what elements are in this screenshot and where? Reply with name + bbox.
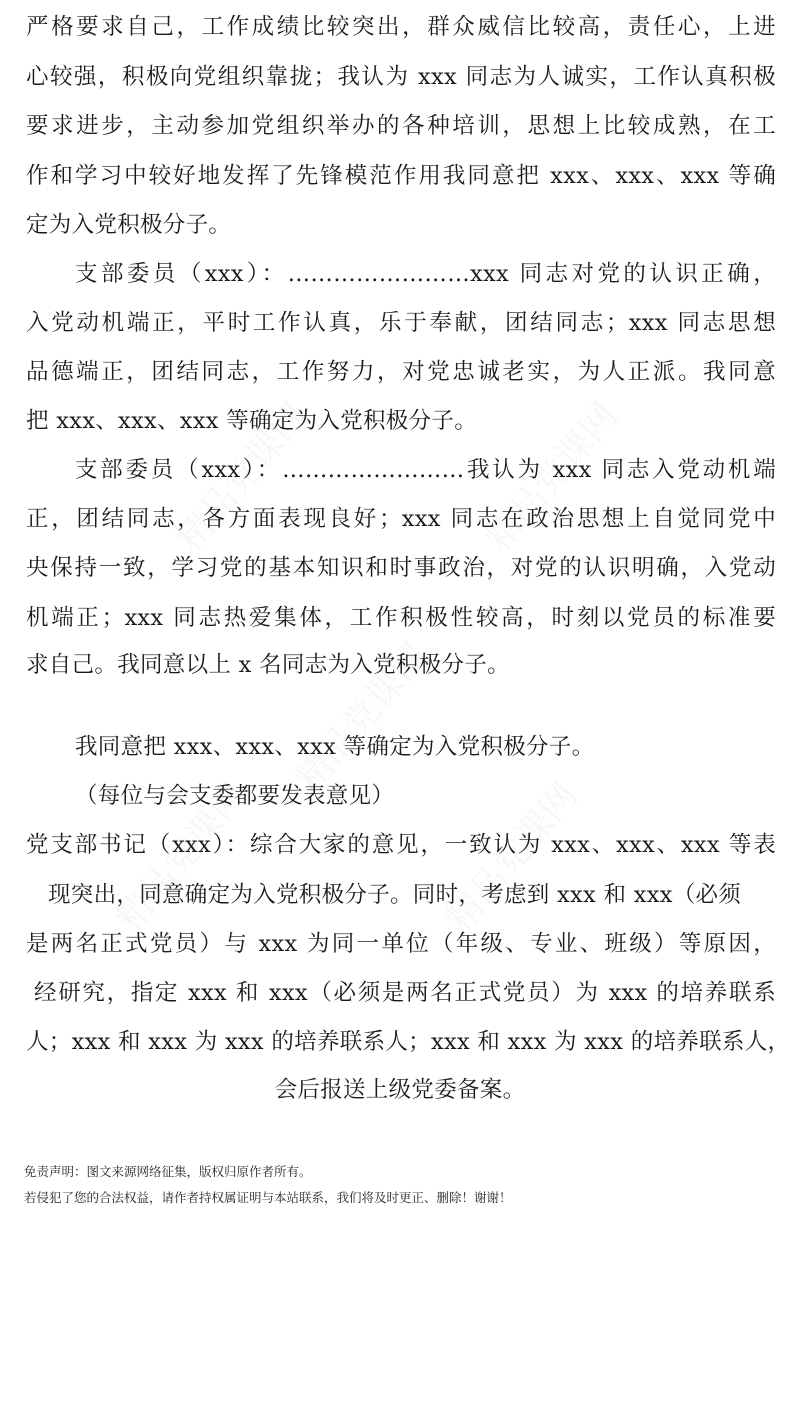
body-text-line: 定为入党积极分子。 — [26, 212, 232, 238]
body-text-line: 是两名正式党员）与 xxx 为同一单位（年级、专业、班级）等原因， — [26, 931, 776, 957]
body-text-line: 支部委员（xxx）：……………………我认为 xxx 同志入党动机端 — [75, 457, 776, 483]
body-text-line: 品德端正，团结同志，工作努力，对党忠诚老实，为人正派。我同意 — [26, 359, 776, 385]
disclaimer-line: 免责声明：图文来源网络征集，版权归原作者所有。 — [24, 1164, 312, 1179]
body-text-line: 要求进步，主动参加党组织举办的各种培训，思想上比较成熟，在工 — [26, 113, 776, 139]
body-text-line: 会后报送上级党委备案。 — [274, 1077, 526, 1103]
body-text-line: 求自己。我同意以上 x 名同志为入党积极分子。 — [26, 652, 510, 678]
body-text-line: 入党动机端正，平时工作认真，乐于奉献，团结同志；xxx 同志思想 — [26, 310, 776, 336]
body-text-line: 经研究，指定 xxx 和 xxx（必须是两名正式党员）为 xxx 的培养联系 — [34, 980, 776, 1006]
body-text-line: 心较强，积极向党组织靠拢；我认为 xxx 同志为人诚实，工作认真积极 — [26, 64, 776, 90]
disclaimer-line: 若侵犯了您的合法权益，请作者持权属证明与本站联系，我们将及时更正、删除！谢谢！ — [24, 1190, 512, 1205]
body-text-line: 作和学习中较好地发挥了先锋模范作用我同意把 xxx、xxx、xxx 等确 — [26, 163, 776, 189]
body-text-line: 严格要求自己，工作成绩比较突出，群众威信比较高，责任心，上进 — [26, 14, 776, 40]
body-text-line: 机端正；xxx 同志热爱集体，工作积极性较高，时刻以党员的标准要 — [26, 605, 776, 631]
body-text-line: 正，团结同志，各方面表现良好；xxx 同志在政治思想上自觉同党中 — [26, 506, 776, 532]
body-text-line: 支部委员（xxx）：……………………xxx 同志对党的认识正确， — [75, 261, 776, 287]
body-text-line: 我同意把 xxx、xxx、xxx 等确定为入党积极分子。 — [75, 734, 595, 760]
body-text-line: 人；xxx 和 xxx 为 xxx 的培养联系人；xxx 和 xxx 为 xxx 的培养联系人， — [26, 1029, 791, 1055]
body-text-line: 央保持一致，学习党的基本知识和时事政治，对党的认识明确，入党动 — [26, 555, 776, 581]
body-text-line: 现突出，同意确定为入党积极分子。同时，考虑到 xxx 和 xxx（必须 — [48, 882, 742, 908]
body-text-line: 党支部书记（xxx）：综合大家的意见，一致认为 xxx、xxx、xxx 等表 — [26, 832, 776, 858]
parenthetical-note: （每位与会支委都要发表意见） — [75, 783, 395, 809]
body-text-line: 把 xxx、xxx、xxx 等确定为入党积极分子。 — [26, 408, 478, 434]
